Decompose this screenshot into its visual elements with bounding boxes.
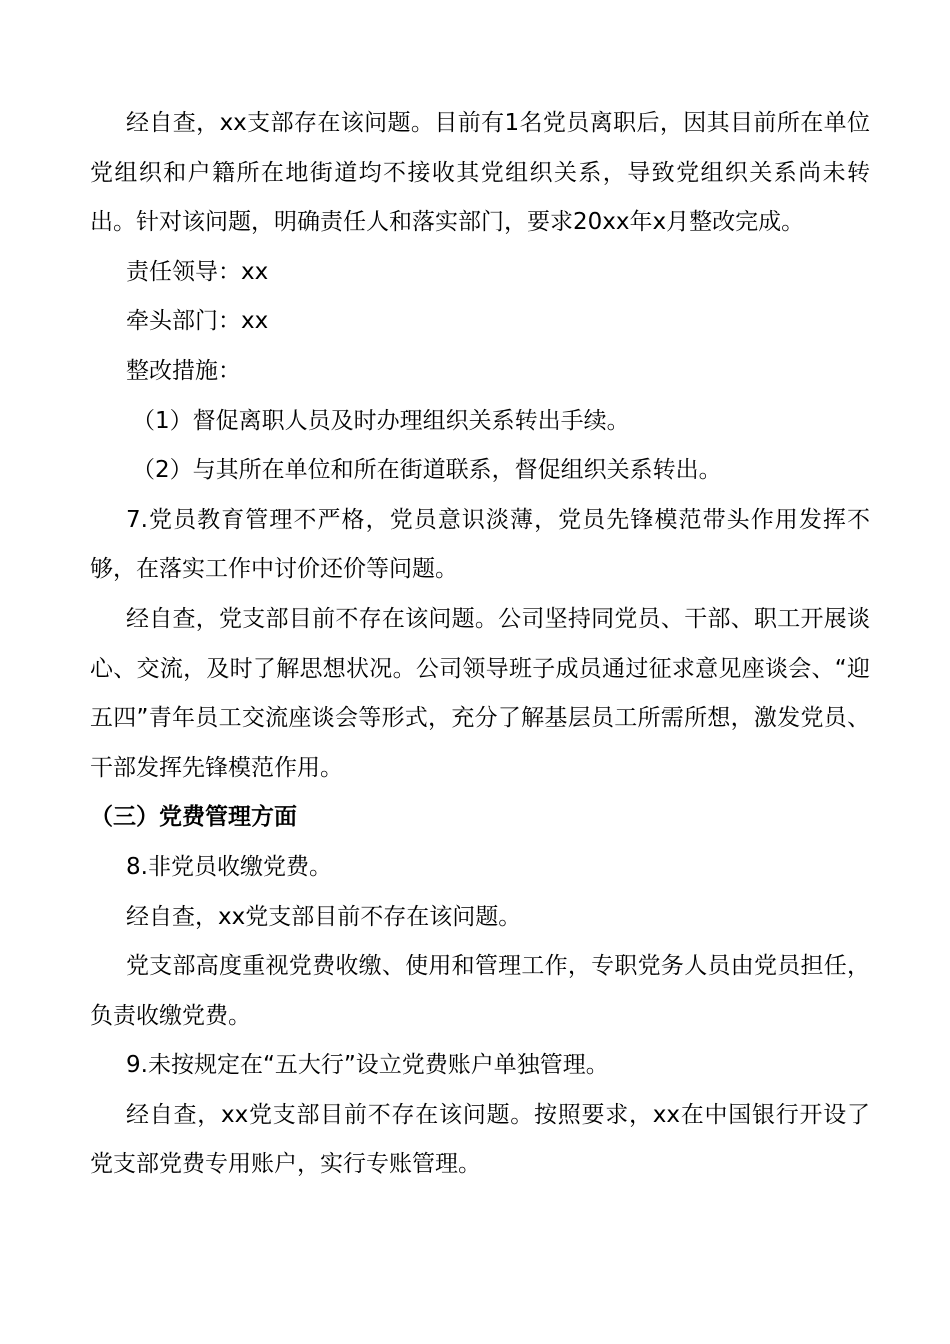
paragraph-issue-8-detail: 党支部高度重视党费收缴、使用和管理工作，专职党务人员由党员担任，负责收缴党费。 [90,953,870,1029]
issue-9-title: 9.未按规定在“五大行”设立党费账户单独管理。 [126,1052,609,1079]
issue-8-title: 8.非党员收缴党费。 [126,853,332,880]
paragraph-responsible-leader: 责任领导：xx [126,258,269,285]
paragraph-self-check-transfer: 经自查，xx支部存在该问题。目前有1名党员离职后，因其目前所在单位党组织和户籍所在地街道均不接收其党组织关系，导致党组织关系尚未转出。针对该问题，明确责任人和落实部门，要求20xx年x月整改完成。 [90,110,870,236]
paragraph-issue-9-self-check: 经自查，xx党支部目前不存在该问题。按照要求，xx在中国银行开设了党支部党费专用账户，实行专账管理。 [90,1101,870,1178]
section-heading-party-dues: （三）党费管理方面 [90,804,297,831]
paragraph-issue-7-self-check: 经自查，党支部目前不存在该问题。公司坚持同党员、干部、职工开展谈心、交流，及时了解思想状况。公司领导班子成员通过征求意见座谈会、“迎五四”青年员工交流座谈会等形式，充分了解基层员工所需所想，激发党员、干部发挥先锋模范作用。 [90,605,870,781]
paragraph-rectification-measures: 整改措施： [126,357,241,384]
issue-7-title: 7.党员教育管理不严格，党员意识淡薄，党员先锋模范带头作用发挥不够，在落实工作中讨价还价等问题。 [90,506,870,583]
document-body [90,99,870,1190]
measure-item-1: （1）督促离职人员及时办理组织关系转出手续。 [132,407,630,434]
paragraph-lead-department: 牵头部门：xx [126,308,269,335]
measure-item-2: （2）与其所在单位和所在街道联系，督促组织关系转出。 [132,457,722,484]
paragraph-issue-8-self-check: 经自查，xx党支部目前不存在该问题。 [126,903,522,930]
